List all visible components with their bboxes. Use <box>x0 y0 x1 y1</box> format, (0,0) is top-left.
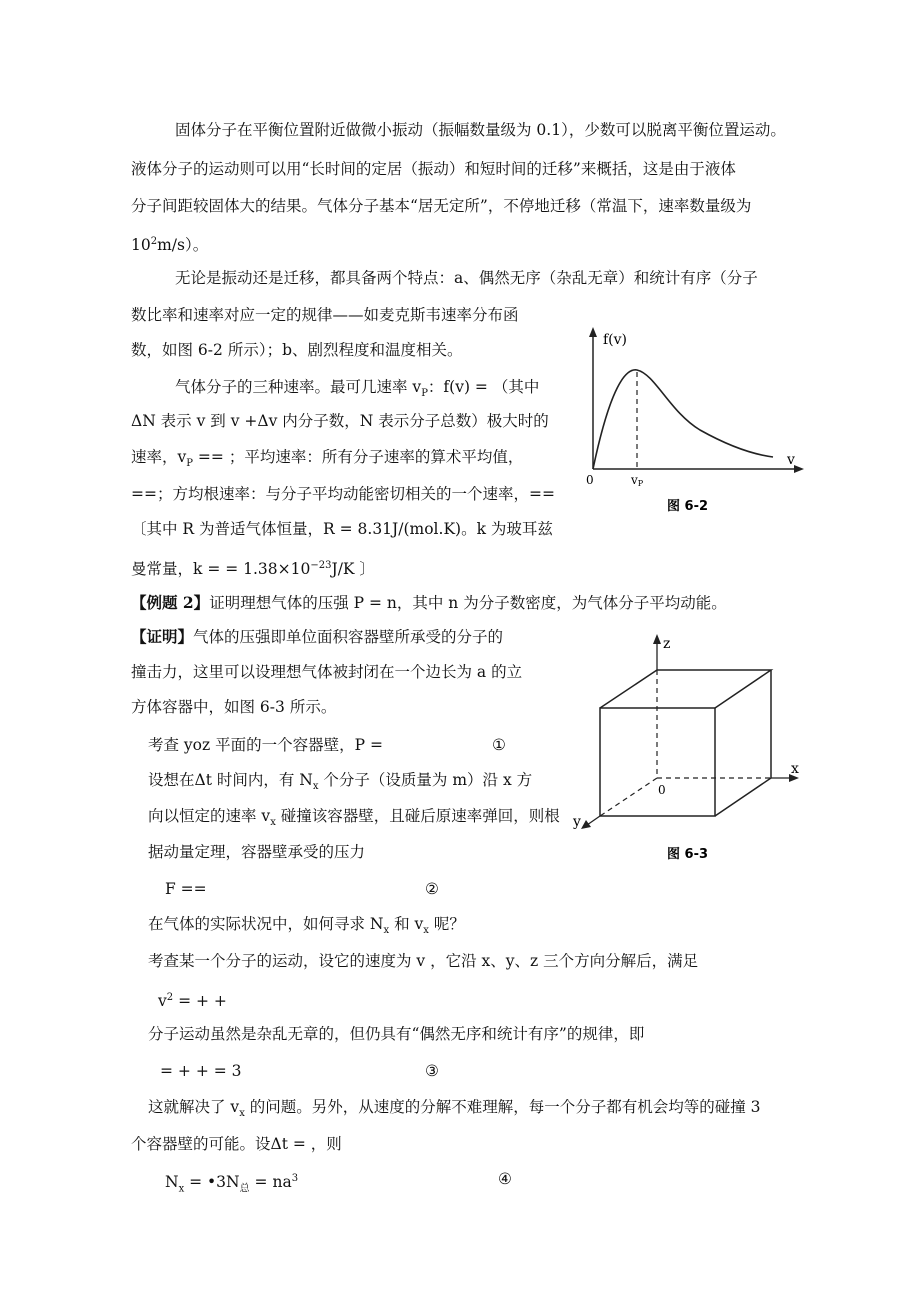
fig63-cube-right-face <box>715 670 771 816</box>
proof-line8: F == <box>165 880 207 898</box>
proof-line3: 方体容器中，如图 6-3 所示。 <box>131 698 337 716</box>
fig63-hidden-edge-y <box>600 778 657 816</box>
para1-line2: 液体分子的运动则可以用“长时间的定居（振动）和短时间的迁移”来概括，这是由于液体 <box>131 160 736 178</box>
example-line: 【例题 2】证明理想气体的压强 P = n，其中 n 为分子数密度，为气体分子平均动能。 <box>131 593 727 612</box>
fig63-y-arrow <box>581 820 591 829</box>
proof-line14: 这就解决了 $v_x$ 的问题。另外，从速度的分解不难理解，每一个分子都有机会均等的碰撞 3 <box>148 1098 761 1120</box>
para2-line1: 无论是振动还是迁移，都具备两个特点：a、偶然无序（杂乱无章）和统计有序（分子 <box>175 269 758 287</box>
proof-line13: = + + = 3 <box>160 1062 242 1080</box>
fig62-x-arrow <box>794 465 804 473</box>
fig62-distribution-curve <box>593 370 773 469</box>
para3-line6: 曼常量，k = = $1.38\times 10^{-23}J/K$ 〕 <box>131 560 375 579</box>
fig63-origin-label: 0 <box>658 783 666 797</box>
proof-line9: 在气体的实际状况中，如何寻求 $N_x$ 和 $v_x$ 呢？ <box>148 915 465 937</box>
fig63-y-axis <box>587 816 600 825</box>
fig62-caption: 图 6-2 <box>667 499 709 514</box>
proof-line5: 设想在Δt 时间内，有 $N_x$ 个分子（设质量为 m）沿 x 方 <box>148 771 533 793</box>
para3-line5: 〔其中 R 为普适气体恒量，R = 8.31J/(mol.K)。k 为玻耳兹 <box>131 520 553 538</box>
para3-line4: ==；方均根速率：与分子平均动能密切相关的一个速率，== <box>131 485 555 503</box>
proof-line7: 据动量定理，容器壁承受的压力 <box>148 843 366 861</box>
proof-line16: $N_x$ = $•3N_总 = na^3$ <box>165 1173 299 1195</box>
fig63-y-label: y <box>573 814 581 830</box>
para1-line4: $10^2m/s$）。 <box>131 236 209 255</box>
proof-line6: 向以恒定的速率 $v_x$ 碰撞该容器壁，且碰后原速率弹回，则根 <box>148 807 560 829</box>
example-tag: 【例题 2】 <box>131 593 210 612</box>
equation-marker-3: ③ <box>425 1062 439 1080</box>
fig62-vp-label: vP <box>631 473 644 488</box>
para2-line2: 数比率和速率对应一定的规律——如麦克斯韦速率分布函 <box>131 306 519 324</box>
equation-marker-4: ④ <box>498 1170 512 1188</box>
fig63-cube-top-face <box>600 670 771 708</box>
fig63-z-arrow <box>653 634 661 644</box>
proof-line2: 撞击力，这里可以设理想气体被封闭在一个边长为 a 的立 <box>131 663 523 681</box>
figure-6-3 <box>565 628 815 868</box>
equation-marker-2: ② <box>425 880 439 898</box>
fig62-x-label: v <box>787 452 795 468</box>
para2-line3: 数，如图 6-2 所示）；b、剧烈程度和温度相关。 <box>131 341 463 359</box>
fig62-y-label: f(v) <box>603 332 628 348</box>
proof-line10: 考查某一个分子的运动，设它的速度为 v ，它沿 x、y、z 三个方向分解后，满足 <box>148 952 699 970</box>
fig63-x-label: x <box>791 761 799 777</box>
proof-line15: 个容器壁的可能。设Δt = ，则 <box>131 1135 342 1153</box>
proof-line12: 分子运动虽然是杂乱无章的，但仍具有“偶然无序和统计有序”的规律，即 <box>148 1025 645 1043</box>
fig63-caption: 图 6-3 <box>667 847 709 862</box>
figure-6-2 <box>575 322 810 527</box>
para3-line2: ΔN 表示 v 到 v +Δv 内分子数，N 表示分子总数）极大时的 <box>131 412 549 430</box>
para3-line3: 速率，$v_P$ == ；平均速率：所有分子速率的算术平均值， <box>131 448 524 470</box>
para1-line3: 分子间距较固体大的结果。气体分子基本“居无定所”，不停地迁移（常温下，速率数量级为 <box>131 197 752 215</box>
proof-line11: $v^2$ = + + <box>158 992 227 1011</box>
equation-marker-1: ① <box>492 736 506 754</box>
fig62-origin-label: 0 <box>586 473 594 487</box>
proof-tag: 【证明】 <box>131 627 194 646</box>
fig62-y-arrow <box>589 327 597 337</box>
para3-line1: 气体分子的三种速率。最可几速率 $v_P$：f(v) = （其中 <box>175 378 540 400</box>
fig63-z-label: z <box>663 636 671 652</box>
para1-line1: 固体分子在平衡位置附近做微小振动（振幅数量级为 0.1），少数可以脱离平衡位置运动。 <box>175 121 786 139</box>
proof-line1: 【证明】气体的压强即单位面积容器壁所承受的分子的 <box>131 627 504 646</box>
proof-line4: 考查 yoz 平面的一个容器壁，P = <box>148 736 383 754</box>
